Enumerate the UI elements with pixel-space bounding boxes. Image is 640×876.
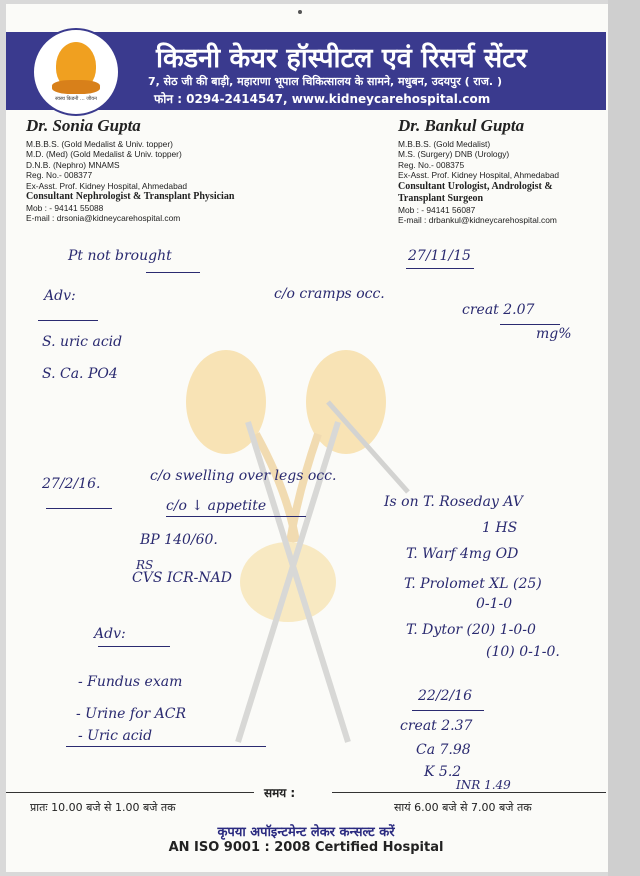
evening-timing: सायं 6.00 बजे से 7.00 बजे तक	[394, 801, 532, 814]
appointment-note: कृपया अपॉइन्टमेन्ट लेकर कन्सल्ट करें	[217, 825, 395, 840]
underline	[500, 324, 560, 325]
note-prolomet: T. Prolomet XL (25)	[404, 576, 542, 592]
note-prolomet-dose: 0-1-0	[476, 596, 513, 612]
scan-speck	[298, 10, 302, 14]
doctor-right-mobile: Mob : - 94141 56087	[398, 204, 476, 215]
note-rs: RS	[136, 558, 154, 572]
iso-certification: AN ISO 9001 : 2008 Certified Hospital	[168, 840, 444, 855]
note-ca-po4: S. Ca. PO4	[42, 366, 118, 382]
note-k: K 5.2	[424, 764, 462, 780]
doctor-left-block	[26, 116, 234, 224]
letterhead-banner	[6, 32, 606, 110]
doctor-left-qual: D.N.B. (Nephro) MNAMS	[26, 159, 120, 170]
doctor-right-qual: M.S. (Surgery) DNB (Urology)	[398, 149, 510, 160]
underline	[406, 268, 474, 269]
doctor-left-email: E-mail : drsonia@kidneycarehospital.com	[26, 213, 181, 224]
doctor-left-mobile: Mob : - 94141 55088	[26, 203, 104, 214]
underline	[412, 710, 484, 711]
prescription-sheet	[6, 4, 608, 872]
note-roseday-dose: 1 HS	[482, 520, 518, 536]
scan-background-strip	[608, 0, 640, 876]
hospital-logo	[32, 28, 120, 116]
note-dytor-20: T. Dytor (20) 1-0-0	[406, 622, 536, 638]
underline	[166, 516, 306, 517]
doctor-right-role: Transplant Surgeon	[398, 192, 484, 204]
note-appetite: c/o ↓ appetite	[166, 498, 267, 514]
hospital-name: किडनी केयर हॉस्पीटल एवं रिसर्च सेंटर	[156, 43, 527, 74]
doctor-right-exp: Ex-Asst. Prof. Kidney Hospital, Ahmedabad	[398, 170, 560, 181]
doctor-right-role: Consultant Urologist, Andrologist &	[398, 180, 553, 192]
underline	[146, 272, 200, 273]
note-uric-acid-2: - Uric acid	[78, 728, 153, 744]
note-adv-1: Adv:	[44, 288, 76, 304]
hands-icon	[52, 80, 100, 94]
note-dytor-10: (10) 0-1-0.	[486, 644, 560, 660]
doctor-right-name: Dr. Bankul Gupta	[398, 116, 525, 135]
note-uric-acid: S. uric acid	[42, 334, 123, 350]
hospital-phone: फोन : 0294-2414547, www.kidneycarehospital.com	[154, 92, 491, 106]
underline	[38, 320, 98, 321]
footer-rule-left	[6, 792, 254, 793]
doctor-left-reg: Reg. No.- 008377	[26, 170, 93, 181]
note-inr: INR 1.49	[456, 778, 511, 792]
note-roseday: Is on T. Roseday AV	[384, 494, 523, 510]
note-cvs: CVS ICR-NAD	[132, 570, 232, 586]
note-creat-unit: mg%	[536, 326, 572, 342]
footer-rule-right	[332, 792, 606, 793]
underline	[66, 746, 266, 747]
note-urine-acr: - Urine for ACR	[76, 706, 187, 722]
morning-timing: प्रातः 10.00 बजे से 1.00 बजे तक	[30, 801, 176, 814]
kidney-watermark	[178, 342, 438, 762]
note-ca: Ca 7.98	[416, 742, 471, 758]
underline	[46, 508, 112, 509]
note-date-2: 27/2/16.	[42, 476, 101, 492]
note-adv-2: Adv:	[94, 626, 126, 642]
doctor-left-qual: M.D. (Med) (Gold Medalist & Univ. topper)	[26, 149, 182, 160]
note-creat-2: creat 2.37	[400, 718, 473, 734]
doctor-left-name: Dr. Sonia Gupta	[26, 116, 141, 135]
note-fundus: - Fundus exam	[78, 674, 183, 690]
note-creat-1: creat 2.07	[462, 302, 535, 318]
doctor-left-exp: Ex-Asst. Prof. Kidney Hospital, Ahmedabad	[26, 180, 188, 191]
doctor-right-qual: M.B.B.S. (Gold Medalist)	[398, 139, 491, 149]
note-pt-not-brought: Pt not brought	[68, 248, 172, 264]
timing-label: समय :	[264, 786, 296, 800]
doctor-left-role: Consultant Nephrologist & Transplant Physician	[26, 191, 235, 203]
underline	[98, 646, 170, 647]
doctor-right-block	[398, 116, 559, 225]
note-bp: BP 140/60.	[140, 532, 218, 548]
doctor-right-email: E-mail : drbankul@kidneycarehospital.com	[398, 215, 557, 226]
logo-text: स्वस्थ किडनी ... जीवन	[55, 96, 97, 102]
note-swelling: c/o swelling over legs occ.	[150, 468, 337, 484]
doctor-left-qual: M.B.B.S. (Gold Medalist & Univ. topper)	[26, 139, 173, 149]
note-date-3: 22/2/16	[418, 688, 472, 704]
doctor-right-reg: Reg. No.- 008375	[398, 159, 465, 170]
note-cramps: c/o cramps occ.	[274, 286, 385, 302]
note-date-1: 27/11/15	[408, 248, 471, 264]
note-warf: T. Warf 4mg OD	[406, 546, 519, 562]
hospital-address: 7, सेठ जी की बाड़ी, महाराणा भूपाल चिकित्सालय के सामने, मधुबन, उदयपुर ( राज. )	[148, 75, 502, 88]
